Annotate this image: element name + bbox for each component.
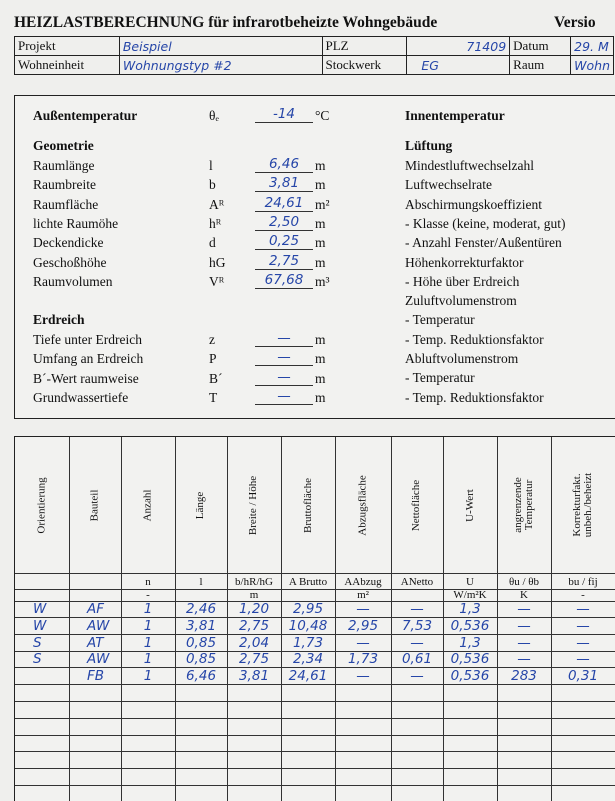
geometrie-unit: m <box>315 215 326 231</box>
table-cell[interactable]: AT <box>87 634 104 651</box>
column-header-label: Orientierung <box>35 476 48 534</box>
table-cell[interactable]: 2,34 <box>292 651 324 668</box>
erdreich-label: B´-Wert raumweise <box>33 370 139 386</box>
column-header <box>121 441 175 569</box>
table-cell[interactable]: — <box>576 617 590 634</box>
table-cell[interactable]: 2,95 <box>292 601 324 617</box>
version-label: Versio <box>554 14 596 31</box>
table-cell[interactable]: — <box>410 634 424 651</box>
geometrie-symbol: hG <box>209 254 226 270</box>
lueftung-item: - Temperatur <box>405 370 475 386</box>
erdreich-symbol: T <box>209 389 218 405</box>
lueftung-item: - Anzahl Fenster/Außentüren <box>405 235 562 251</box>
geometrie-field[interactable]: 2,75 <box>255 253 313 270</box>
column-symbol: A Brutto <box>288 576 328 588</box>
lueftung-item: Luftwechselrate <box>405 177 492 193</box>
column-header <box>69 441 121 569</box>
table-cell[interactable]: — <box>517 651 531 668</box>
erdreich-unit: m <box>315 389 326 405</box>
table-cell[interactable]: AF <box>87 601 105 617</box>
erdreich-unit: m <box>315 332 326 347</box>
table-cell[interactable]: — <box>356 601 370 617</box>
geometrie-symbol: l <box>209 158 213 173</box>
table-cell[interactable]: 2,75 <box>238 651 270 668</box>
lueftung-item: Zuluftvolumenstrom <box>405 293 517 309</box>
lueftung-item: - Temp. Reduktionsfaktor <box>405 389 544 405</box>
parameters-box <box>14 95 615 419</box>
erdreich-unit: m <box>315 351 326 367</box>
aussentemp-symbol: θₑ <box>209 108 219 123</box>
table-cell[interactable]: 1 <box>143 651 153 668</box>
form-title <box>14 14 596 32</box>
datum-label: Datum <box>510 37 571 56</box>
geometrie-unit: m <box>315 158 326 173</box>
geometrie-field[interactable]: 6,46 <box>255 156 313 173</box>
datum-field[interactable]: 29. M <box>571 37 614 56</box>
table-cell[interactable]: 3,81 <box>185 617 217 634</box>
erdreich-field[interactable]: — <box>255 349 313 366</box>
erdreich-field[interactable]: — <box>255 388 313 405</box>
table-cell[interactable]: 283 <box>511 668 537 685</box>
erdreich-label: Tiefe unter Erdreich <box>33 332 142 347</box>
table-cell[interactable]: — <box>576 634 590 651</box>
row-divider <box>15 785 615 786</box>
geometrie-unit: m <box>315 254 326 270</box>
geometrie-field[interactable]: 2,50 <box>255 214 313 231</box>
column-header-label: Bruttofläche <box>301 477 314 533</box>
table-cell[interactable]: W <box>33 601 47 617</box>
form-title-text: HEIZLASTBERECHNUNG für infrarotbeheizte Wohngebäude <box>14 14 438 31</box>
row-divider <box>15 735 615 736</box>
column-symbol: U <box>466 576 474 588</box>
column-unit: m² <box>357 589 369 601</box>
table-cell[interactable]: W <box>33 617 47 634</box>
stockwerk-label: Stockwerk <box>322 56 407 75</box>
column-header <box>227 441 281 569</box>
table-cell[interactable]: 1 <box>143 601 153 617</box>
geometrie-label: Raumlänge <box>33 158 95 173</box>
lueftung-title: Lüftung <box>405 138 453 153</box>
plz-field[interactable]: 71409 <box>407 37 510 56</box>
geometrie-label: Geschoßhöhe <box>33 254 107 270</box>
column-symbol: ANetto <box>400 576 434 588</box>
column-header-label: angrenzende Temperatur <box>512 477 536 533</box>
row-divider <box>15 751 615 752</box>
column-unit: m <box>249 589 259 601</box>
table-cell[interactable]: 2,04 <box>238 634 270 651</box>
lueftung-item: - Höhe über Erdreich <box>405 273 520 289</box>
column-header-label: Anzahl <box>141 489 154 521</box>
column-unit: - <box>146 589 150 601</box>
column-header-label: Abzugsfläche <box>356 474 369 536</box>
row-divider <box>15 768 615 769</box>
geometrie-field[interactable]: 3,81 <box>255 175 313 192</box>
erdreich-symbol: z <box>209 332 215 347</box>
table-cell[interactable]: 0,85 <box>185 651 217 668</box>
header-table <box>14 36 614 75</box>
table-cell[interactable]: 1,3 <box>459 601 481 617</box>
geometrie-unit: m <box>315 177 326 193</box>
geometrie-label: lichte Raumöhe <box>33 215 119 231</box>
geometrie-field[interactable]: 24,61 <box>255 195 313 212</box>
aussentemp-label: Außentemperatur <box>33 108 138 123</box>
table-cell[interactable]: — <box>356 668 370 685</box>
column-unit: W/m²K <box>453 589 487 601</box>
erdreich-label: Umfang an Erdreich <box>33 351 144 367</box>
table-cell[interactable]: 1,73 <box>347 651 379 668</box>
table-cell[interactable]: 1 <box>143 668 153 685</box>
column-header <box>497 441 551 569</box>
column-symbol: l <box>199 576 203 588</box>
table-cell[interactable]: FB <box>87 668 105 685</box>
table-cell[interactable]: S <box>33 634 42 651</box>
table-cell[interactable]: 1,20 <box>238 601 270 617</box>
aussentemp-field[interactable]: -14 <box>255 106 313 123</box>
column-header-label: Länge <box>194 491 207 519</box>
column-header <box>391 441 443 569</box>
lueftung-item: Abschirmungskoeffizient <box>405 196 542 212</box>
geometrie-symbol: d <box>209 235 216 251</box>
erdreich-field[interactable]: — <box>255 369 313 386</box>
geometrie-symbol: b <box>209 177 216 193</box>
lueftung-item: Höhenkorrekturfaktor <box>405 254 524 270</box>
plz-label: PLZ <box>322 37 407 56</box>
lueftung-item: - Temperatur <box>405 312 475 328</box>
column-unit: - <box>581 589 585 601</box>
table-cell[interactable]: 0,536 <box>450 668 490 685</box>
projekt-field[interactable]: Beispiel <box>119 37 322 56</box>
aussentemp-unit: °C <box>315 108 330 123</box>
column-symbol: n <box>145 576 151 588</box>
row-divider <box>15 718 615 719</box>
table-cell[interactable]: 3,81 <box>238 668 270 685</box>
row-divider <box>15 701 615 702</box>
column-header <box>175 441 227 569</box>
table-cell[interactable]: 0,31 <box>567 668 599 685</box>
table-cell[interactable]: 2,75 <box>238 617 270 634</box>
column-symbol: θu / θb <box>508 576 540 588</box>
column-header-label: Korrekturfakt. unbeh./beheizt <box>571 472 594 538</box>
column-symbol: AAbzug <box>344 576 382 588</box>
geometrie-symbol: hᴿ <box>209 215 222 231</box>
table-cell[interactable]: — <box>356 634 370 651</box>
geometrie-label: Raumvolumen <box>33 273 113 289</box>
innentemp-label: Innentemperatur <box>405 108 505 123</box>
table-cell[interactable]: 10,48 <box>288 617 328 634</box>
erdreich-symbol: P <box>209 351 217 367</box>
table-cell[interactable]: 1 <box>143 617 153 634</box>
row-divider <box>15 684 615 685</box>
wohneinheit-field[interactable]: Wohnungstyp #2 <box>119 56 322 75</box>
table-cell[interactable]: 0,536 <box>450 651 490 668</box>
table-cell[interactable]: 2,46 <box>185 601 217 617</box>
lueftung-item: - Klasse (keine, moderat, gut) <box>405 215 566 231</box>
geometrie-unit: m <box>315 235 326 251</box>
stockwerk-field[interactable]: EG <box>407 56 510 75</box>
column-header-label: U-Wert <box>463 488 476 522</box>
building-elements-table <box>14 436 615 801</box>
erdreich-label: Grundwassertiefe <box>33 389 129 405</box>
geometrie-symbol: Vᴿ <box>209 273 225 289</box>
geometrie-field[interactable]: 67,68 <box>255 272 313 289</box>
geometrie-unit: m² <box>315 196 330 212</box>
column-header <box>15 441 69 569</box>
column-symbol: bu / fij <box>568 576 598 588</box>
erdreich-title: Erdreich <box>33 312 85 327</box>
lueftung-item: Mindestluftwechselzahl <box>405 158 534 173</box>
projekt-label: Projekt <box>15 37 120 56</box>
geometrie-label: Raumbreite <box>33 177 96 193</box>
column-header-label: Breite / Höhe <box>247 475 260 535</box>
geometrie-title: Geometrie <box>33 138 94 153</box>
erdreich-symbol: B´ <box>209 370 223 386</box>
table-cell[interactable]: AW <box>87 651 110 668</box>
column-header <box>335 441 391 569</box>
column-header <box>551 441 615 569</box>
column-header-label: Nettofläche <box>410 479 423 531</box>
column-unit: K <box>520 589 528 601</box>
table-cell[interactable]: 1 <box>143 634 153 651</box>
table-cell[interactable]: 1,73 <box>292 634 324 651</box>
table-cell[interactable]: — <box>576 601 590 617</box>
table-cell[interactable]: 0,536 <box>450 617 490 634</box>
geometrie-symbol: Aᴿ <box>209 196 225 212</box>
table-cell[interactable]: AW <box>87 617 110 634</box>
column-header <box>443 441 497 569</box>
raum-field[interactable]: Wohn <box>571 56 614 75</box>
table-cell[interactable]: 0,61 <box>401 651 433 668</box>
geometrie-unit: m³ <box>315 273 330 289</box>
lueftung-item: Abluftvolumenstrom <box>405 351 519 366</box>
table-cell[interactable]: — <box>517 617 531 634</box>
lueftung-item: - Temp. Reduktionsfaktor <box>405 331 544 347</box>
table-cell[interactable]: — <box>517 601 531 617</box>
column-symbol: b/hR/hG <box>235 576 273 588</box>
table-cell[interactable]: 0,85 <box>185 634 217 651</box>
table-cell[interactable]: — <box>410 668 424 685</box>
table-cell[interactable]: — <box>576 651 590 668</box>
geometrie-field[interactable]: 0,25 <box>255 233 313 250</box>
table-cell[interactable]: 6,46 <box>185 668 217 685</box>
column-header <box>281 441 335 569</box>
header-divider <box>15 573 615 574</box>
erdreich-field[interactable]: — <box>255 330 313 347</box>
column-header-label: Bauteil <box>88 489 101 521</box>
table-cell[interactable]: 2,95 <box>347 617 379 634</box>
erdreich-unit: m <box>315 370 326 386</box>
table-cell[interactable]: 1,3 <box>459 634 481 651</box>
wohneinheit-label: Wohneinheit <box>15 56 120 75</box>
table-cell[interactable]: — <box>517 634 531 651</box>
geometrie-label: Raumfläche <box>33 196 99 212</box>
geometrie-label: Deckendicke <box>33 235 104 251</box>
raum-label: Raum <box>510 56 571 75</box>
table-cell[interactable]: 24,61 <box>288 668 328 685</box>
table-cell[interactable]: — <box>410 601 424 617</box>
table-cell[interactable]: 7,53 <box>401 617 433 634</box>
table-cell[interactable]: S <box>33 651 42 668</box>
